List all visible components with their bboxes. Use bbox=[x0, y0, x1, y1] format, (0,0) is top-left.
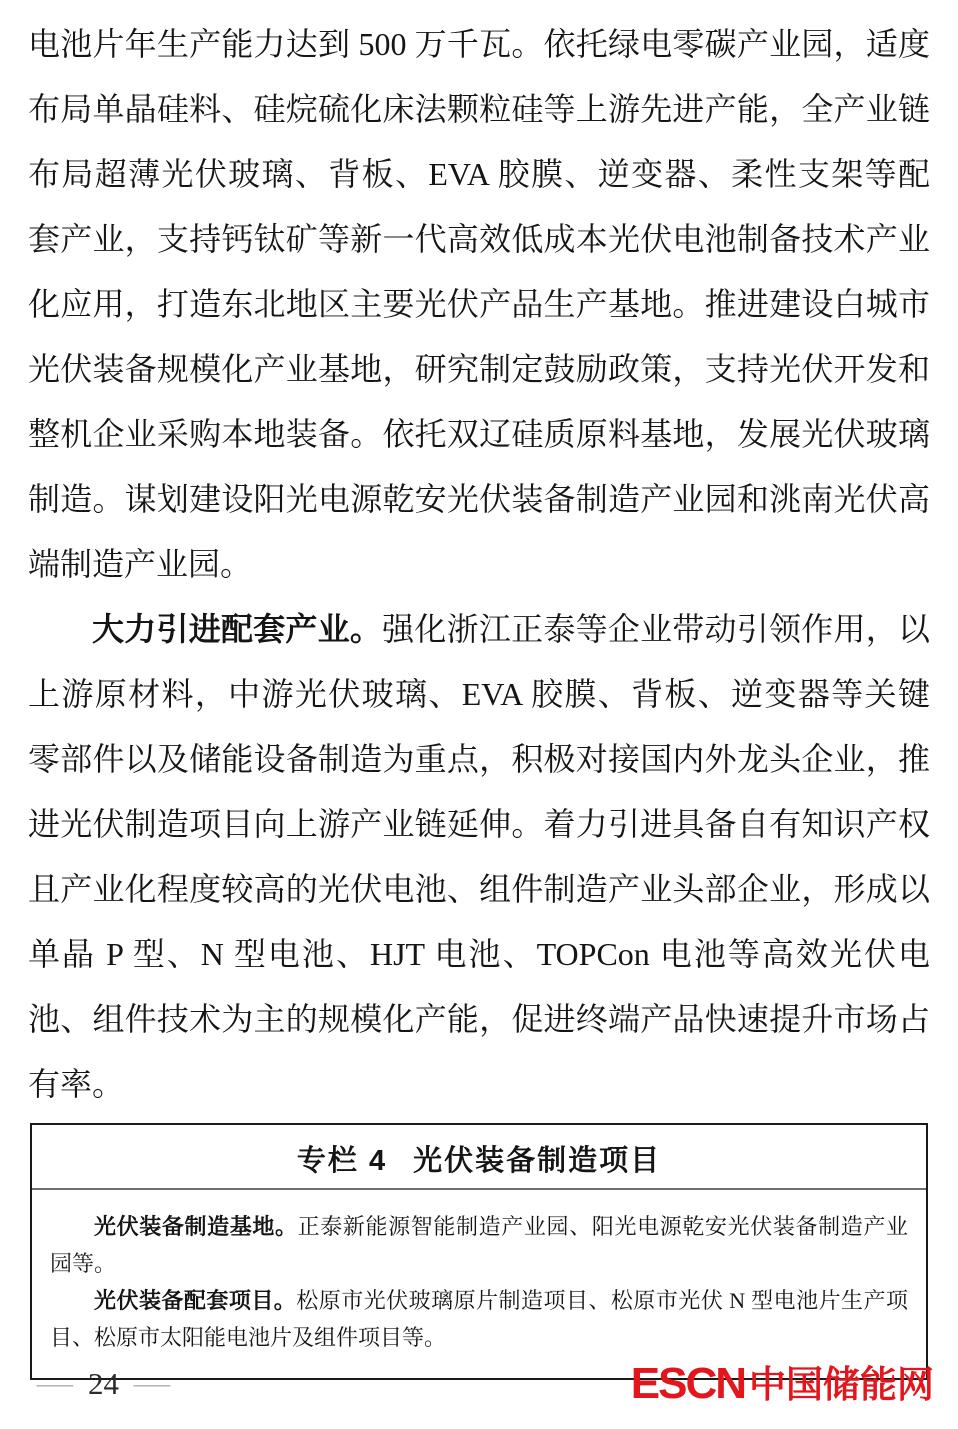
text-line: 化应用，打造东北地区主要光伏产品生产基地。推进建设白城市 bbox=[28, 286, 930, 322]
text-line: 布局超薄光伏玻璃、背板、EVA 胶膜、逆变器、柔性支架等配 bbox=[28, 156, 930, 192]
text-line: 且产业化程度较高的光伏电池、组件制造产业头部企业，形成以 bbox=[28, 871, 930, 907]
text-line: 光伏装备规模化产业基地，研究制定鼓励政策，支持光伏开发和 bbox=[28, 351, 930, 387]
text-line: 池、组件技术为主的规模化产能，促进终端产品快速提升市场占 bbox=[28, 1001, 930, 1037]
escn-logo-cn: 中国储能网 bbox=[749, 1363, 934, 1405]
box-body bbox=[32, 1190, 926, 1378]
text-line: 制造。谋划建设阳光电源乾安光伏装备制造产业园和洮南光伏高 bbox=[28, 481, 930, 517]
page-footer bbox=[0, 1358, 958, 1410]
page-number-dash-right: — bbox=[133, 1369, 171, 1398]
text-line: 端制造产业园。 bbox=[28, 546, 253, 582]
text-line: 整机企业采购本地装备。依托双辽硅质原料基地，发展光伏玻璃 bbox=[28, 416, 930, 452]
text-line: 有率。 bbox=[28, 1066, 125, 1102]
callout-box bbox=[30, 1123, 928, 1380]
body-text bbox=[28, 12, 930, 1117]
text-line: 电池片年生产能力达到 500 万千瓦。依托绿电零碳产业园，适度 bbox=[28, 26, 930, 62]
page-number bbox=[36, 1366, 171, 1402]
text-line: 进光伏制造项目向上游产业链延伸。着力引进具备自有知识产权 bbox=[28, 806, 930, 842]
page-number-value: 24 bbox=[88, 1366, 119, 1401]
escn-logo-en: ESCN bbox=[630, 1359, 745, 1408]
text-line: 套产业，支持钙钛矿等新一代高效低成本光伏电池制备技术产业 bbox=[28, 221, 930, 257]
box-item: 光伏装备制造基地。正泰新能源智能制造产业园、阳光电源乾安光伏装备制造产业园等。 bbox=[50, 1214, 908, 1276]
box-title bbox=[32, 1125, 926, 1190]
text-line: 上游原材料，中游光伏玻璃、EVA 胶膜、背板、逆变器等关键 bbox=[28, 676, 930, 712]
box-title-label: 专栏 4 bbox=[296, 1145, 388, 1177]
text-line: 零部件以及储能设备制造为重点，积极对接国内外龙头企业，推 bbox=[28, 741, 930, 777]
box-item: 光伏装备配套项目。松原市光伏玻璃原片制造项目、松原市光伏 N 型电池片生产项目、松原市太阳能电池片及组件项目等。 bbox=[50, 1288, 908, 1350]
page-number-dash-left: — bbox=[36, 1369, 74, 1398]
escn-logo bbox=[630, 1359, 934, 1408]
box-title-text: 光伏装备制造项目 bbox=[413, 1145, 662, 1177]
text-line: 单晶 P 型、N 型电池、HJT 电池、TOPCon 电池等高效光伏电 bbox=[28, 936, 930, 972]
text-line: 大力引进配套产业。强化浙江正泰等企业带动引领作用，以 bbox=[92, 611, 930, 647]
text-line: 布局单晶硅料、硅烷硫化床法颗粒硅等上游先进产能，全产业链 bbox=[28, 91, 930, 127]
